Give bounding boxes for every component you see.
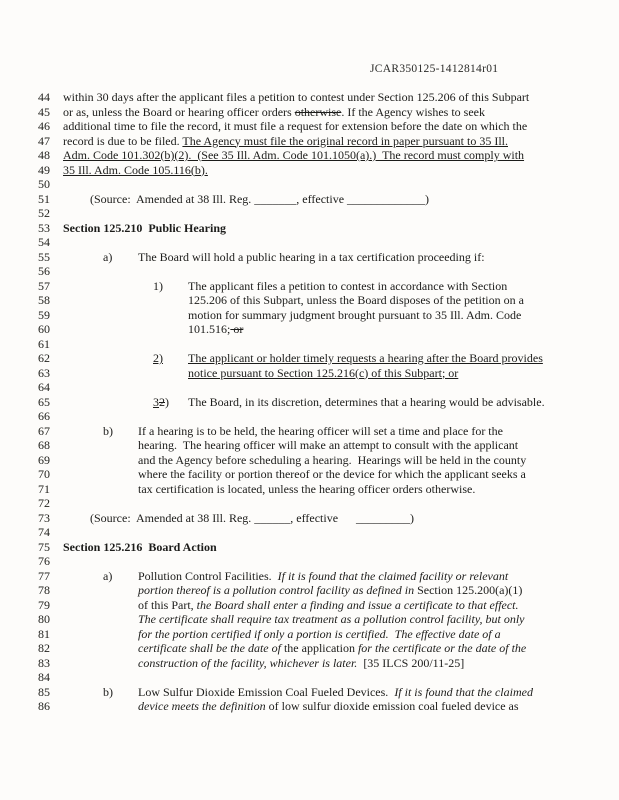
doc-line-85 (38, 685, 601, 700)
line-number: 81 (38, 626, 50, 641)
text-segment: and the Agency before scheduling a hearing. Hearings will be held in the county (138, 452, 527, 467)
text-segment: 3 (153, 394, 159, 409)
line-text (63, 409, 601, 424)
line-text (63, 685, 601, 700)
text-segment: tax certification is located, unless the hearing officer orders otherwise. (138, 481, 476, 496)
text-segment: device meets the definition (138, 699, 269, 713)
doc-line-63 (38, 366, 601, 381)
doc-line-67 (38, 424, 601, 439)
text-segment: Section 125.200(a)(1) (417, 583, 523, 597)
line-text (63, 598, 601, 613)
doc-line-74 (38, 525, 601, 540)
line-text (63, 583, 601, 598)
text-segment: [35 ILCS 200/11-25] (357, 655, 465, 670)
line-number: 68 (38, 438, 50, 452)
text-segment: Pollution Control Facilities. (138, 568, 278, 583)
line-number: 84 (38, 670, 50, 684)
doc-line-86 (38, 699, 601, 714)
list-label (103, 250, 138, 265)
doc-line-47 (38, 134, 601, 149)
line-number: 85 (38, 684, 50, 699)
doc-line-80 (38, 612, 601, 627)
doc-line-45 (38, 105, 601, 120)
doc-line-55 (38, 250, 601, 265)
text-segment: for the certificate or the date of the (357, 641, 527, 655)
text-segment: a) (103, 249, 113, 264)
doc-line-60 (38, 322, 601, 337)
line-text (63, 337, 601, 352)
doc-line-59 (38, 308, 601, 323)
line-number: 71 (38, 481, 50, 496)
text-segment: construction of the facility, whichever is later. (138, 655, 358, 670)
doc-line-50 (38, 177, 601, 192)
doc-line-46 (38, 119, 601, 134)
text-segment: certificate shall be the date of (138, 641, 284, 655)
doc-line-82 (38, 641, 601, 656)
doc-line-66 (38, 409, 601, 424)
text-segment: a) (103, 568, 113, 583)
line-number: 77 (38, 568, 50, 583)
text-segment: If it is found that the claimed (394, 684, 533, 699)
line-text (63, 235, 601, 250)
doc-line-78 (38, 583, 601, 598)
text-segment: where the facility or portion thereof or the device for which the applicant seeks a (138, 467, 526, 481)
text-segment: The applicant files a petition to contest in accordance with Section (188, 278, 508, 293)
text-segment: Section 125.216 Board Action (63, 539, 217, 554)
line-number: 51 (38, 191, 50, 206)
line-text (63, 206, 601, 221)
line-number: 76 (38, 554, 50, 568)
doc-line-52 (38, 206, 601, 221)
text-segment: The Agency must file the original record in paper pursuant to 35 Ill. (182, 133, 508, 148)
line-text (63, 453, 601, 468)
doc-line-57 (38, 279, 601, 294)
text-segment: additional time to file the record, it must file a request for extension before the date on which the (63, 119, 528, 133)
line-number: 73 (38, 510, 50, 525)
line-number: 66 (38, 409, 50, 423)
line-number: 83 (38, 655, 50, 670)
doc-line-72 (38, 496, 601, 511)
line-text (63, 525, 601, 540)
line-text (63, 482, 601, 497)
text-segment: ) (165, 394, 169, 409)
list-label (103, 569, 138, 584)
line-number: 79 (38, 597, 50, 612)
list-label (153, 395, 188, 410)
text-segment: Section 125.210 Public Hearing (63, 220, 226, 235)
doc-line-79 (38, 598, 601, 613)
text-segment: (Source: Amended at 38 Ill. Reg. ______, effective _________) (90, 510, 415, 525)
line-number: 48 (38, 148, 50, 162)
line-number: 72 (38, 496, 50, 510)
line-text (63, 264, 601, 279)
doc-line-75 (38, 540, 601, 555)
text-segment: 2) (153, 351, 163, 365)
line-text (63, 424, 601, 439)
text-segment: notice pursuant to Section 125.216(c) of this Subpart; or (188, 365, 459, 380)
text-segment: b) (103, 684, 113, 699)
line-number: 54 (38, 235, 50, 249)
line-text (63, 366, 601, 381)
line-text (63, 641, 601, 656)
line-text (63, 496, 601, 511)
line-number: 75 (38, 539, 50, 554)
line-number: 80 (38, 612, 50, 626)
doc-line-83 (38, 656, 601, 671)
doc-line-61 (38, 337, 601, 352)
text-segment: (Source: Amended at 38 Ill. Reg. _______, effective _____________) (90, 191, 430, 206)
doc-line-68 (38, 438, 601, 453)
text-segment: . If the Agency wishes to seek (341, 104, 485, 119)
text-segment: for the portion certified if only a portion is certified. The effective date of a (138, 626, 501, 641)
doc-line-77 (38, 569, 601, 584)
text-segment: If it is found that the claimed facility or relevant (277, 568, 509, 583)
line-text (63, 511, 601, 526)
line-number: 57 (38, 278, 50, 293)
line-text (63, 380, 601, 395)
doc-line-76 (38, 554, 601, 569)
text-segment: the application (283, 641, 358, 655)
line-text (63, 670, 601, 685)
doc-line-44 (38, 90, 601, 105)
text-segment: of this Part, (138, 597, 197, 612)
line-number: 78 (38, 583, 50, 597)
doc-line-70 (38, 467, 601, 482)
line-number: 63 (38, 365, 50, 380)
line-number: 69 (38, 452, 50, 467)
text-segment: The applicant or holder timely requests a hearing after the Board provides (188, 351, 543, 365)
text-segment: within 30 days after the applicant files a petition to contest under Section 125.206 of this Subpart (63, 90, 530, 104)
text-segment: 1) (153, 278, 163, 293)
doc-line-56 (38, 264, 601, 279)
line-number: 82 (38, 641, 50, 655)
line-number: 47 (38, 133, 50, 148)
text-segment: 125.206 of this Subpart, unless the Board disposes of the petition on a (188, 293, 524, 307)
doc-line-64 (38, 380, 601, 395)
line-number: 86 (38, 699, 50, 713)
line-number: 49 (38, 162, 50, 177)
doc-line-62 (38, 351, 601, 366)
line-text (63, 540, 601, 555)
line-text (63, 221, 601, 236)
line-text (63, 438, 601, 453)
text-segment: 35 Ill. Adm. Code 105.116(b). (63, 162, 208, 177)
doc-line-81 (38, 627, 601, 642)
text-segment: The Board will hold a public hearing in a tax certification proceeding if: (138, 249, 485, 264)
document-body (38, 90, 601, 714)
line-text (63, 293, 601, 308)
text-segment: 101.516; (188, 322, 231, 336)
line-number: 56 (38, 264, 50, 278)
line-number: 53 (38, 220, 50, 235)
doc-line-71 (38, 482, 601, 497)
text-segment: motion for summary judgment brought pursuant to 35 Ill. Adm. Code (188, 307, 522, 322)
text-segment: If a hearing is to be held, the hearing officer will set a time and place for the (138, 423, 503, 438)
line-number: 70 (38, 467, 50, 481)
line-text (63, 105, 601, 120)
line-number: 74 (38, 525, 50, 539)
line-number: 61 (38, 336, 50, 351)
line-text (63, 279, 601, 294)
text-segment: Adm. Code 101.302(b)(2). (See 35 Ill. Adm. Code 101.1050(a).) The record must comply with (63, 148, 525, 162)
line-text (63, 569, 601, 584)
doc-line-84 (38, 670, 601, 685)
line-number: 60 (38, 322, 50, 336)
list-label (153, 279, 188, 294)
text-segment: or as, unless the Board or hearing officer orders (63, 104, 295, 119)
line-text (63, 308, 601, 323)
list-label (103, 685, 138, 700)
doc-line-69 (38, 453, 601, 468)
line-number: 58 (38, 293, 50, 307)
text-segment: hearing. The hearing officer will make an attempt to consult with the applicant (138, 438, 519, 452)
line-text (63, 163, 601, 178)
jcar-document-code: JCAR350125-1412814r01 (370, 63, 499, 75)
line-number: 59 (38, 307, 50, 322)
text-segment: portion thereof is a pollution control facility as defined in (138, 583, 418, 597)
line-text (63, 177, 601, 192)
line-number: 62 (38, 351, 50, 365)
line-text (63, 148, 601, 163)
text-segment: The Board, in its discretion, determines that a hearing would be advisable. (188, 394, 545, 409)
doc-line-65 (38, 395, 601, 410)
line-number: 65 (38, 394, 50, 409)
text-segment: 2 (159, 394, 165, 409)
line-text (63, 467, 601, 482)
line-text (63, 612, 601, 627)
line-number: 55 (38, 249, 50, 264)
line-text (63, 699, 601, 714)
line-text (63, 119, 601, 134)
text-segment: otherwise (294, 104, 342, 119)
doc-line-48 (38, 148, 601, 163)
list-label (153, 351, 188, 366)
line-text (63, 192, 601, 207)
text-segment: or (230, 322, 244, 336)
line-text (63, 627, 601, 642)
text-segment: b) (103, 423, 113, 438)
text-segment: The certificate shall require tax treatment as a pollution control facility, but only (138, 612, 525, 626)
line-number: 44 (38, 90, 50, 104)
line-number: 52 (38, 206, 50, 220)
doc-line-53 (38, 221, 601, 236)
line-number: 45 (38, 104, 50, 119)
line-text (63, 351, 601, 366)
doc-line-58 (38, 293, 601, 308)
line-text (63, 554, 601, 569)
line-number: 64 (38, 380, 50, 394)
line-text (63, 322, 601, 337)
line-text (63, 656, 601, 671)
line-text (63, 395, 601, 410)
doc-line-73 (38, 511, 601, 526)
doc-line-51 (38, 192, 601, 207)
line-number: 67 (38, 423, 50, 438)
line-number: 46 (38, 119, 50, 133)
doc-line-49 (38, 163, 601, 178)
line-text (63, 90, 601, 105)
list-label (103, 424, 138, 439)
text-segment: Low Sulfur Dioxide Emission Coal Fueled Devices. (138, 684, 395, 699)
text-segment: the Board shall enter a finding and issue a certificate to that effect. (196, 597, 519, 612)
text-segment: record is due to be filed. (63, 133, 183, 148)
doc-line-54 (38, 235, 601, 250)
line-number: 50 (38, 177, 50, 191)
line-text (63, 134, 601, 149)
text-segment: of low sulfur dioxide emission coal fueled device as (268, 699, 519, 713)
line-text (63, 250, 601, 265)
